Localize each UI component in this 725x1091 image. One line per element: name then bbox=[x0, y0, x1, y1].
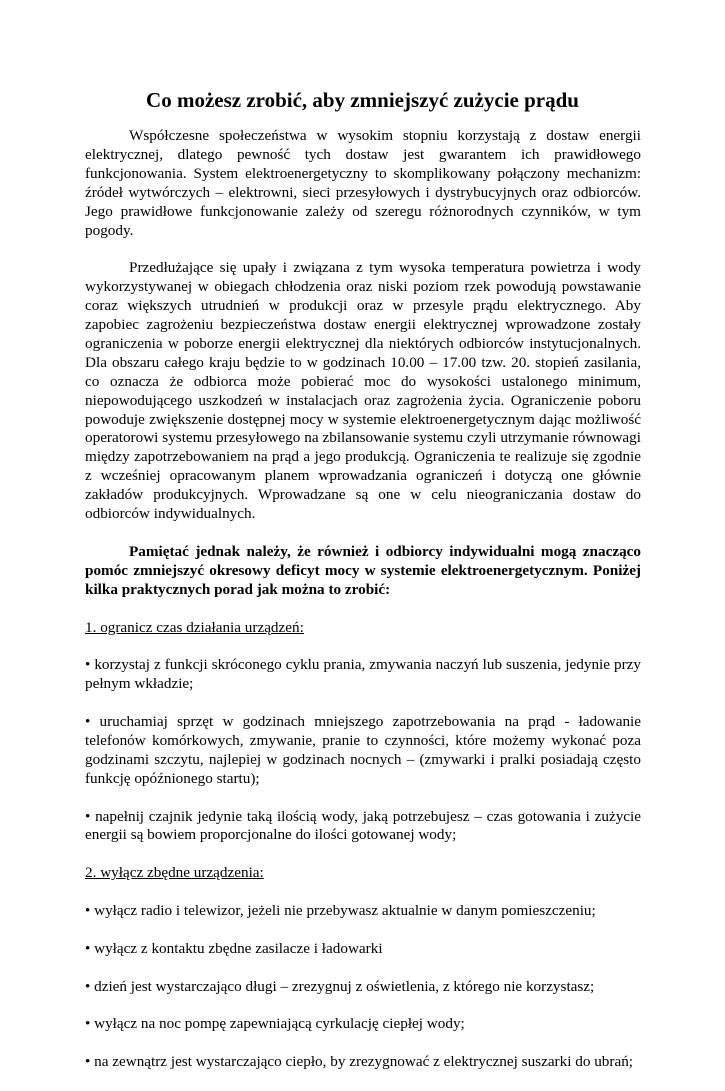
document-title: Co możesz zrobić, aby zmniejszyć zużycie prądu bbox=[146, 88, 579, 112]
list-item: • korzystaj z funkcji skróconego cyklu prania, zmywania naczyń lub suszenia, jedynie przy pełnym wkładzie; bbox=[85, 656, 641, 693]
paragraph-restrictions: Przedłużające się upały i związana z tym wysoka temperatura powietrza i wody wykorzystywanej w obiegach chłodzenia oraz niski poziom rzek powodują powstawanie coraz większych utrudnień w produkcji oraz w przesyle prądu elektrycznego. Aby zapobiec zagrożeniu bezpieczeństwa dostaw energii elektrycznej wprowadzone zostały ograniczenia w poborze energii elektrycznej dla niektórych odbiorców instytucjonalnych. Dla obszaru całego kraju będzie to w godzinach 10.00 – 17.00 tzw. 20. stopień zasilania, co oznacza że odbiorca może pobierać moc do wysokości ustalonego minimum, niepowodującego uszkodzeń w instalacjach oraz zagrożenia życia. Ograniczenie poboru powoduje zwiększenie dostępnej mocy w systemie elektroenergetycznym dając możliwość operatorowi systemu przesyłowego na zbilansowanie systemu czyli utrzymanie równowagi między zapotrzebowaniem na prąd a jego produkcją. Ograniczenia te realizuje się zgodnie z wcześniej opracowanym planem wprowadzania ograniczeń i dotyczą one głównie zakładów produkcyjnych. Wprowadzane są one w celu nieograniczania dostaw do odbiorców indywidualnych. bbox=[85, 259, 641, 523]
list-item: • uruchamiaj sprzęt w godzinach mniejszego zapotrzebowania na prąd - ładowanie telefonów komórkowych, zmywanie, pranie to czynności, które możemy wykonać poza godzinami szczytu, najlepiej w godzinach nocnych – (zmywarki i pralki posiadają często funkcję opóźnionego startu); bbox=[85, 713, 641, 787]
document-body bbox=[85, 127, 641, 1091]
list-item: • na zewnątrz jest wystarczająco ciepło, by zrezygnować z elektrycznej suszarki do ubrań; bbox=[85, 1053, 634, 1071]
list-item: • dzień jest wystarczająco długi – zrezygnuj z oświetlenia, z którego nie korzystasz; bbox=[85, 977, 595, 995]
list-item: • wyłącz na noc pompę zapewniającą cyrkulację ciepłej wody; bbox=[85, 1015, 465, 1033]
section-heading-turn-off: 2. wyłącz zbędne urządzenia: bbox=[85, 864, 264, 882]
section-heading-limit-time: 1. ogranicz czas działania urządzeń: bbox=[85, 618, 304, 636]
list-item: • wyłącz radio i telewizor, jeżeli nie przebywasz aktualnie w danym pomieszczeniu; bbox=[85, 902, 596, 920]
list-item: • wyłącz z kontaktu zbędne zasilacze i ładowarki bbox=[85, 939, 383, 957]
list-item: • napełnij czajnik jedynie taką ilością wody, jaką potrzebujesz – czas gotowania i zużycie energii są bowiem proporcjonalne do ilości gotowanej wody; bbox=[85, 807, 641, 844]
paragraph-advice-intro: Pamiętać jednak należy, że również i odbiorcy indywidualni mogą znacząco pomóc zmniejszyć okresowy deficyt mocy w systemie elektroenergetycznym. Poniżej kilka praktycznych porad jak można to zrobić: bbox=[85, 542, 641, 598]
paragraph-intro: Współczesne społeczeństwa w wysokim stopniu korzystają z dostaw energii elektrycznej, dlatego pewność tych dostaw jest gwarantem ich prawidłowego funkcjonowania. System elektroenergetyczny to skomplikowany połączony mechanizm: źródeł wytwórczych – elektrowni, sieci przesyłowych i dystrybucyjnych oraz odbiorców. Jego prawidłowe funkcjonowanie zależy od szeregu różnorodnych czynników, w tym pogody. bbox=[85, 127, 641, 239]
